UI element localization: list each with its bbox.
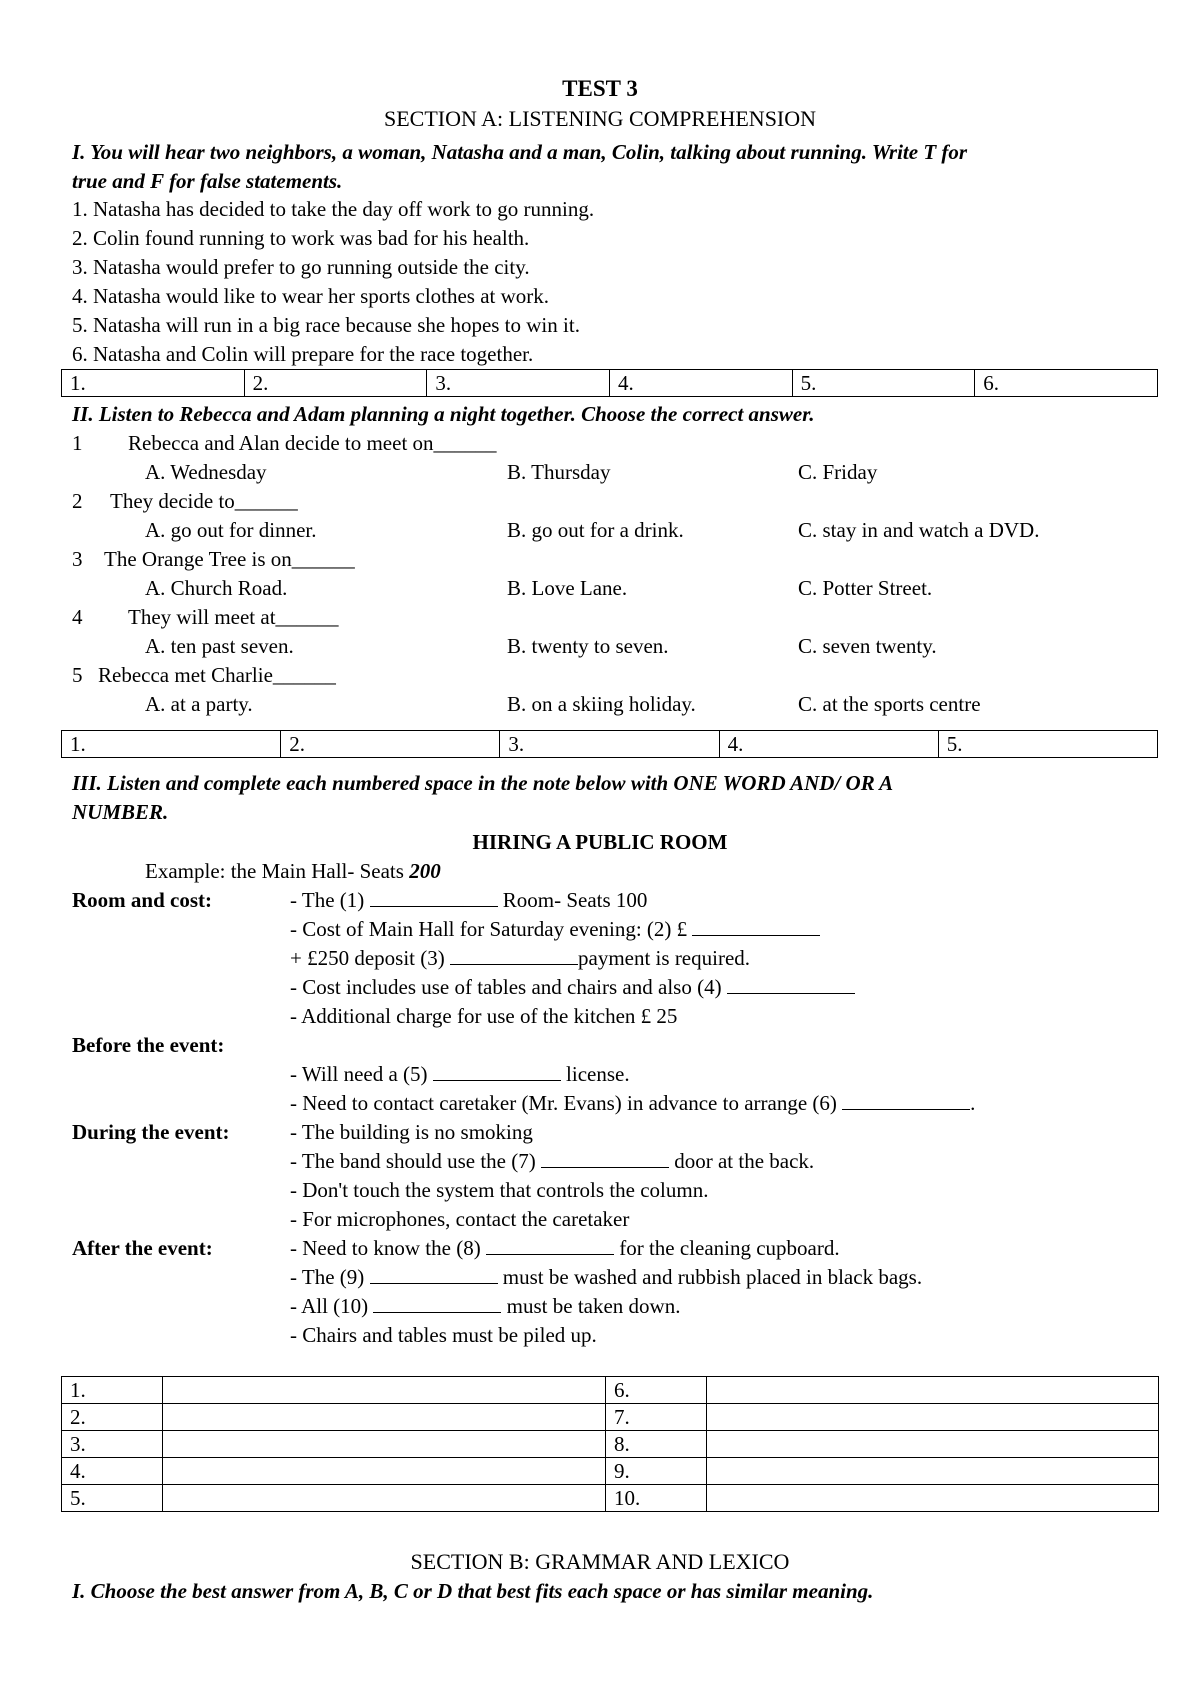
answer-cell[interactable] xyxy=(707,1458,1159,1485)
answer-cell[interactable] xyxy=(707,1404,1159,1431)
option-b: B. go out for a drink. xyxy=(507,518,684,542)
answer-number: 7. xyxy=(606,1404,707,1431)
note-line: - The band should use the (7) door at the back. xyxy=(290,1149,815,1173)
answer-cell[interactable]: 2. xyxy=(281,731,500,758)
answer-cell[interactable] xyxy=(163,1458,606,1485)
part3-answer-table xyxy=(61,1376,1159,1512)
blank-10[interactable] xyxy=(373,1294,501,1313)
note-line: - Will need a (5) license. xyxy=(290,1062,630,1086)
label-after-event: After the event: xyxy=(72,1236,213,1260)
note-line: - Don't touch the system that controls the column. xyxy=(290,1178,709,1202)
blank-1[interactable] xyxy=(370,888,498,907)
answer-number: 4. xyxy=(62,1458,163,1485)
answer-cell[interactable]: 5. xyxy=(938,731,1157,758)
note-line: - All (10) must be taken down. xyxy=(290,1294,681,1318)
question-number: 4 xyxy=(72,605,83,629)
option-c: C. seven twenty. xyxy=(798,634,937,658)
option-a: A. go out for dinner. xyxy=(145,518,317,542)
answer-cell[interactable]: 3. xyxy=(427,370,610,397)
note-line: - For microphones, contact the caretaker xyxy=(290,1207,630,1231)
blank-7[interactable] xyxy=(541,1149,669,1168)
answer-number: 2. xyxy=(62,1404,163,1431)
note-title: HIRING A PUBLIC ROOM xyxy=(472,830,728,854)
option-c: C. at the sports centre xyxy=(798,692,981,716)
blank-4[interactable] xyxy=(727,975,855,994)
example-answer: 200 xyxy=(409,859,441,883)
part3-instruction: NUMBER. xyxy=(72,800,169,824)
option-c: C. Potter Street. xyxy=(798,576,933,600)
blank-8[interactable] xyxy=(486,1236,614,1255)
question-number: 5 xyxy=(72,663,83,687)
answer-cell[interactable] xyxy=(163,1377,606,1404)
question-number: 2 xyxy=(72,489,83,513)
answer-number: 1. xyxy=(62,1377,163,1404)
statement: 6. Natasha and Colin will prepare for the race together. xyxy=(72,342,534,366)
statement: 3. Natasha would prefer to go running outside the city. xyxy=(72,255,530,279)
answer-number: 10. xyxy=(606,1485,707,1512)
section-a-heading: SECTION A: LISTENING COMPREHENSION xyxy=(383,106,817,131)
answer-cell[interactable]: 5. xyxy=(792,370,975,397)
question-number: 3 xyxy=(72,547,83,571)
answer-cell[interactable] xyxy=(707,1485,1159,1512)
label-before-event: Before the event: xyxy=(72,1033,225,1057)
answer-cell[interactable] xyxy=(163,1431,606,1458)
answer-cell[interactable] xyxy=(707,1431,1159,1458)
test-title: TEST 3 xyxy=(562,76,638,101)
note-line: - Need to know the (8) for the cleaning cupboard. xyxy=(290,1236,840,1260)
option-a: A. Wednesday xyxy=(145,460,267,484)
part2-instruction: II. Listen to Rebecca and Adam planning a night together. Choose the correct answer. xyxy=(72,402,815,426)
option-c: C. Friday xyxy=(798,460,878,484)
note-line: - Chairs and tables must be piled up. xyxy=(290,1323,597,1347)
question-stem: The Orange Tree is on______ xyxy=(104,547,355,571)
note-line: - Cost of Main Hall for Saturday evening: (2) £ xyxy=(290,916,820,942)
blank-9[interactable] xyxy=(370,1265,498,1284)
section-b-heading: SECTION B: GRAMMAR AND LEXICO xyxy=(410,1549,790,1574)
option-b: B. Love Lane. xyxy=(507,576,628,600)
part2-answer-table xyxy=(61,730,1158,758)
part3-instruction: III. Listen and complete each numbered space in the note below with ONE WORD AND/ OR A xyxy=(72,771,894,795)
answer-cell[interactable]: 1. xyxy=(62,370,245,397)
question-stem: Rebecca and Alan decide to meet on______ xyxy=(128,431,497,455)
statement: 1. Natasha has decided to take the day off work to go running. xyxy=(72,197,595,221)
answer-cell[interactable]: 6. xyxy=(975,370,1158,397)
answer-cell[interactable]: 3. xyxy=(500,731,719,758)
answer-cell[interactable] xyxy=(707,1377,1159,1404)
answer-cell[interactable]: 4. xyxy=(609,370,792,397)
example-text: Example: the Main Hall- Seats xyxy=(145,859,410,883)
answer-cell[interactable]: 1. xyxy=(62,731,281,758)
statement: 5. Natasha will run in a big race because she hopes to win it. xyxy=(72,313,580,337)
option-b: B. Thursday xyxy=(507,460,611,484)
answer-number: 5. xyxy=(62,1485,163,1512)
option-a: A. ten past seven. xyxy=(145,634,294,658)
label-room-and-cost: Room and cost: xyxy=(72,888,212,912)
question-stem: They will meet at______ xyxy=(128,605,339,629)
blank-3[interactable] xyxy=(450,946,578,965)
note-line: - Cost includes use of tables and chairs and also (4) xyxy=(290,974,855,1000)
statement: 2. Colin found running to work was bad for his health. xyxy=(72,226,530,250)
note-line: - The (9) must be washed and rubbish placed in black bags. xyxy=(290,1265,923,1289)
answer-cell[interactable]: 2. xyxy=(244,370,427,397)
question-number: 1 xyxy=(72,431,83,455)
answer-number: 6. xyxy=(606,1377,707,1404)
answer-number: 3. xyxy=(62,1431,163,1458)
answer-number: 8. xyxy=(606,1431,707,1458)
option-a: A. Church Road. xyxy=(145,576,288,600)
answer-cell[interactable] xyxy=(163,1485,606,1512)
statement: 4. Natasha would like to wear her sports clothes at work. xyxy=(72,284,550,308)
option-b: B. twenty to seven. xyxy=(507,634,669,658)
option-a: A. at a party. xyxy=(145,692,253,716)
answer-cell[interactable]: 4. xyxy=(719,731,938,758)
section-b-instruction: I. Choose the best answer from A, B, C or D that best fits each space or has similar meaning. xyxy=(72,1579,874,1603)
part1-instruction: true and F for false statements. xyxy=(72,169,343,193)
option-b: B. on a skiing holiday. xyxy=(507,692,696,716)
note-line: - Need to contact caretaker (Mr. Evans) in advance to arrange (6) . xyxy=(290,1091,976,1115)
option-c: C. stay in and watch a DVD. xyxy=(798,518,1040,542)
note-line: - The building is no smoking xyxy=(290,1120,533,1144)
question-stem: They decide to______ xyxy=(110,489,298,513)
blank-2[interactable] xyxy=(692,917,820,936)
part1-answer-table xyxy=(61,369,1158,397)
part1-instruction: I. You will hear two neighbors, a woman, Natasha and a man, Colin, talking about running. Write T for xyxy=(72,140,968,164)
question-stem: Rebecca met Charlie______ xyxy=(98,663,336,687)
note-line: - The (1) Room- Seats 100 xyxy=(290,888,648,912)
note-line: + £250 deposit (3) payment is required. xyxy=(290,946,751,970)
blank-6[interactable] xyxy=(842,1091,970,1110)
label-during-event: During the event: xyxy=(72,1120,230,1144)
note-line: - Additional charge for use of the kitchen £ 25 xyxy=(290,1004,678,1028)
note-example xyxy=(145,858,441,884)
blank-5[interactable] xyxy=(433,1062,561,1081)
answer-number: 9. xyxy=(606,1458,707,1485)
answer-cell[interactable] xyxy=(163,1404,606,1431)
